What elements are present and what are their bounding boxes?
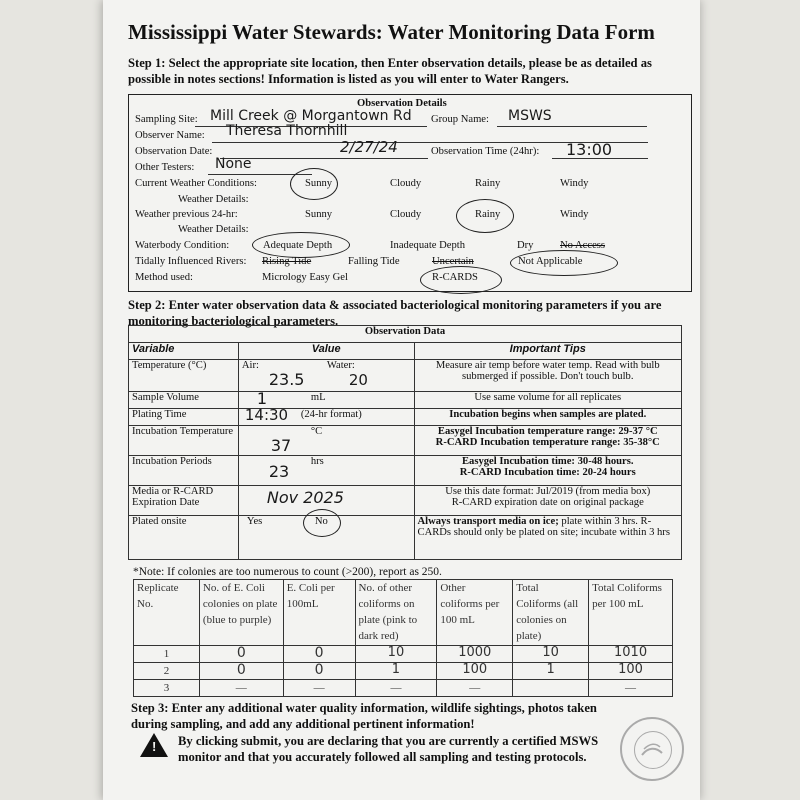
incubation-temp-tip-easygel: Easygel Incubation temperature range: 29-37 °C <box>437 426 658 437</box>
plating-time-tip: Incubation begins when samples are plated. <box>414 409 682 426</box>
prev-weather-label: Weather previous 24-hr: <box>135 209 238 220</box>
col-value-header: Value <box>238 343 414 360</box>
incubation-periods-tip <box>414 456 682 486</box>
row2-ecoli-per-100ml[interactable]: 0 <box>283 663 355 680</box>
current-weather-sunny[interactable]: Sunny <box>305 178 333 189</box>
tidal-not-applicable[interactable]: Not Applicable <box>518 256 583 267</box>
plating-time-value[interactable]: 14:30 <box>244 406 289 424</box>
row3-total-coliforms[interactable] <box>513 680 589 697</box>
header-replicate: Replicate No. <box>134 580 200 646</box>
observation-date-label: Observation Date: <box>135 146 213 157</box>
plating-time-unit: (24-hr format) <box>300 409 362 420</box>
row1-other-coliforms[interactable]: 10 <box>355 646 437 663</box>
sampling-site-label: Sampling Site: <box>135 114 198 125</box>
prev-weather-windy[interactable]: Windy <box>560 209 589 220</box>
row1-total-coliforms[interactable]: 10 <box>513 646 589 663</box>
row2-other-per-100ml[interactable]: 100 <box>437 663 513 680</box>
row3-ecoli-per-100ml[interactable]: — <box>283 680 355 697</box>
header-ecoli-colonies: No. of E. Coli colonies on plate (blue to purple) <box>199 580 283 646</box>
incubation-temperature-cell <box>238 426 414 456</box>
header-total-per-100ml: Total Coliforms per 100 mL <box>589 580 673 646</box>
method-selection-circle <box>420 266 502 294</box>
air-temp-value[interactable]: 23.5 <box>268 370 305 389</box>
weather-details-label-1: Weather Details: <box>178 194 249 205</box>
media-expiration-value[interactable]: Nov 2025 <box>266 488 344 507</box>
air-label: Air: <box>241 360 259 371</box>
row2-replicate: 2 <box>134 663 200 680</box>
sample-volume-unit: mL <box>310 392 326 403</box>
row1-total-per-100ml[interactable]: 1010 <box>589 646 673 663</box>
plated-onsite-selection-circle <box>303 509 341 537</box>
method-easy-gel[interactable]: Micrology Easy Gel <box>262 272 348 283</box>
current-weather-label: Current Weather Conditions: <box>135 178 257 189</box>
row1-ecoli-per-100ml[interactable]: 0 <box>283 646 355 663</box>
observation-time-label: Observation Time (24hr): <box>431 146 540 157</box>
tidal-rising-tide[interactable]: Rising Tide <box>262 256 312 267</box>
tidal-selection-circle <box>510 250 618 276</box>
prev-weather-rainy[interactable]: Rainy <box>475 209 501 220</box>
plating-time-label: Plating Time <box>129 409 239 426</box>
row1-replicate: 1 <box>134 646 200 663</box>
header-ecoli-per-100ml: E. Coli per 100mL <box>283 580 355 646</box>
incubation-period-tip-easygel: Easygel Incubation time: 30-48 hours. <box>461 456 634 467</box>
observer-name-label: Observer Name: <box>135 130 205 141</box>
prev-weather-sunny[interactable]: Sunny <box>305 209 333 220</box>
plated-onsite-tip <box>414 516 682 560</box>
warning-icon: ! <box>140 733 168 757</box>
media-tip-rcard: R-CARD expiration date on original package <box>451 497 644 508</box>
row3-replicate: 3 <box>134 680 200 697</box>
sampling-site-value[interactable]: Mill Creek @ Morgantown Rd <box>210 108 412 124</box>
water-label: Water: <box>326 360 355 371</box>
row1-ecoli-colonies[interactable]: 0 <box>199 646 283 663</box>
incubation-temp-tip-rcard: R-CARD Incubation temperature range: 35-38°C <box>435 437 660 448</box>
prev-weather-selection-circle <box>456 199 514 233</box>
colonies-table <box>133 579 673 697</box>
tidal-uncertain[interactable]: Uncertain <box>432 256 474 267</box>
row1-other-per-100ml[interactable]: 1000 <box>437 646 513 663</box>
seal-inner-ring <box>634 731 672 769</box>
row2-total-per-100ml[interactable]: 100 <box>589 663 673 680</box>
row2-other-coliforms[interactable]: 1 <box>355 663 437 680</box>
prev-weather-cloudy[interactable]: Cloudy <box>390 209 422 220</box>
row3-other-per-100ml[interactable]: — <box>437 680 513 697</box>
plated-onsite-tip-bold: Always transport media on ice; <box>417 516 559 527</box>
group-name-label: Group Name: <box>431 114 489 125</box>
incubation-periods-value[interactable]: 23 <box>268 462 290 481</box>
waterbody-dry[interactable]: Dry <box>517 240 534 251</box>
waterbody-selection-circle <box>252 232 350 258</box>
incubation-period-tip-rcard: R-CARD Incubation time: 20-24 hours <box>459 467 636 478</box>
waterbody-no-access[interactable]: No Access <box>560 240 606 251</box>
plated-onsite-yes[interactable]: Yes <box>246 516 263 527</box>
sample-volume-tip: Use same volume for all replicates <box>414 392 682 409</box>
other-testers-label: Other Testers: <box>135 162 195 173</box>
header-total-coliforms: Total Coliforms (all colonies on plate) <box>513 580 589 646</box>
col-variable-header: Variable <box>129 343 239 360</box>
header-other-per-100ml: Other coliforms per 100 mL <box>437 580 513 646</box>
row3-other-coliforms[interactable]: — <box>355 680 437 697</box>
incubation-periods-label: Incubation Periods <box>129 456 239 486</box>
incubation-temperature-tip <box>414 426 682 456</box>
observation-details-heading: Observation Details <box>357 98 447 109</box>
water-temp-value[interactable]: 20 <box>348 371 368 389</box>
media-expiration-label: Media or R-CARD Expiration Date <box>129 486 239 516</box>
plated-onsite-cell <box>238 516 414 560</box>
incubation-temperature-value[interactable]: 37 <box>270 436 292 455</box>
incubation-temperature-unit: °C <box>310 426 323 437</box>
group-name-value[interactable]: MSWS <box>508 108 552 124</box>
current-weather-selection-circle <box>290 168 338 200</box>
observation-data-table <box>128 325 682 560</box>
row2-ecoli-colonies[interactable]: 0 <box>199 663 283 680</box>
step3-instructions: Step 3: Enter any additional water quality information, wildlife sightings, photos taken during sampling, and add any additional pertinent information! <box>131 701 597 731</box>
temperature-value-cell <box>238 360 414 392</box>
method-r-cards[interactable]: R-CARDS <box>432 272 478 283</box>
step2-instructions: Step 2: Enter water observation data & associated bacteriological monitoring parameters if you are monitoring bacteriological parameters. <box>128 298 662 328</box>
sample-volume-label: Sample Volume <box>129 392 239 409</box>
plated-onsite-label: Plated onsite <box>129 516 239 560</box>
temperature-tip: Measure air temp before water temp. Read with bulb submerged if possible. Don't touch bulb. <box>414 360 682 392</box>
method-used-label: Method used: <box>135 272 193 283</box>
incubation-temperature-label: Incubation Temperature <box>129 426 239 456</box>
waterbody-inadequate-depth[interactable]: Inadequate Depth <box>390 240 466 251</box>
row3-total-per-100ml[interactable]: — <box>589 680 673 697</box>
plated-onsite-no[interactable]: No <box>314 516 328 527</box>
colonies-note: *Note: If colonies are too numerous to count (>200), report as 250. <box>133 566 442 578</box>
sample-volume-value[interactable]: 1 <box>256 389 268 408</box>
current-weather-windy[interactable]: Windy <box>560 178 589 189</box>
plated-onsite-tip-rest: plate within 3 hrs. R-CARDs should only be plated on site; incubate within 3 hrs <box>417 516 670 538</box>
current-weather-cloudy[interactable]: Cloudy <box>390 178 422 189</box>
plating-time-cell <box>238 406 414 426</box>
header-other-coliforms: No. of other coliforms on plate (pink to dark red) <box>355 580 437 646</box>
temperature-label: Temperature (°C) <box>129 360 239 392</box>
tidal-rivers-label: Tidally Influenced Rivers: <box>135 256 247 267</box>
group-name-line <box>497 126 647 127</box>
observer-name-value[interactable]: Theresa Thornhill <box>226 123 348 139</box>
form-title: Mississippi Water Stewards: Water Monitoring Data Form <box>128 20 655 44</box>
incubation-periods-unit: hrs <box>310 456 324 467</box>
waterbody-condition-label: Waterbody Condition: <box>135 240 230 251</box>
media-tip-format: Use this date format: Jul/2019 (from media box) <box>445 486 651 497</box>
step1-instructions: Step 1: Select the appropriate site location, then Enter observation details, please be as detailed as possible in notes sections! Information is listed as you will enter to Water Rangers. <box>128 56 652 86</box>
weather-details-label-2: Weather Details: <box>178 224 249 235</box>
col-tips-header: Important Tips <box>414 343 682 360</box>
tidal-falling-tide[interactable]: Falling Tide <box>348 256 400 267</box>
observation-time-value[interactable]: 13:00 <box>566 140 613 159</box>
row2-total-coliforms[interactable]: 1 <box>513 663 589 680</box>
row3-ecoli-colonies[interactable]: — <box>199 680 283 697</box>
current-weather-rainy[interactable]: Rainy <box>475 178 501 189</box>
incubation-periods-cell <box>238 456 414 486</box>
declaration-text: By clicking submit, you are declaring that you are currently a certified MSWS monitor and that you accurately followed all sampling and testing protocols. <box>178 734 599 764</box>
other-testers-value[interactable]: None <box>215 156 252 172</box>
waterbody-adequate-depth[interactable]: Adequate Depth <box>263 240 333 251</box>
media-expiration-tip <box>414 486 682 516</box>
msws-seal-logo <box>620 717 684 781</box>
observation-data-heading: Observation Data <box>129 326 682 343</box>
observation-date-value[interactable]: 2/27/24 <box>340 138 398 156</box>
